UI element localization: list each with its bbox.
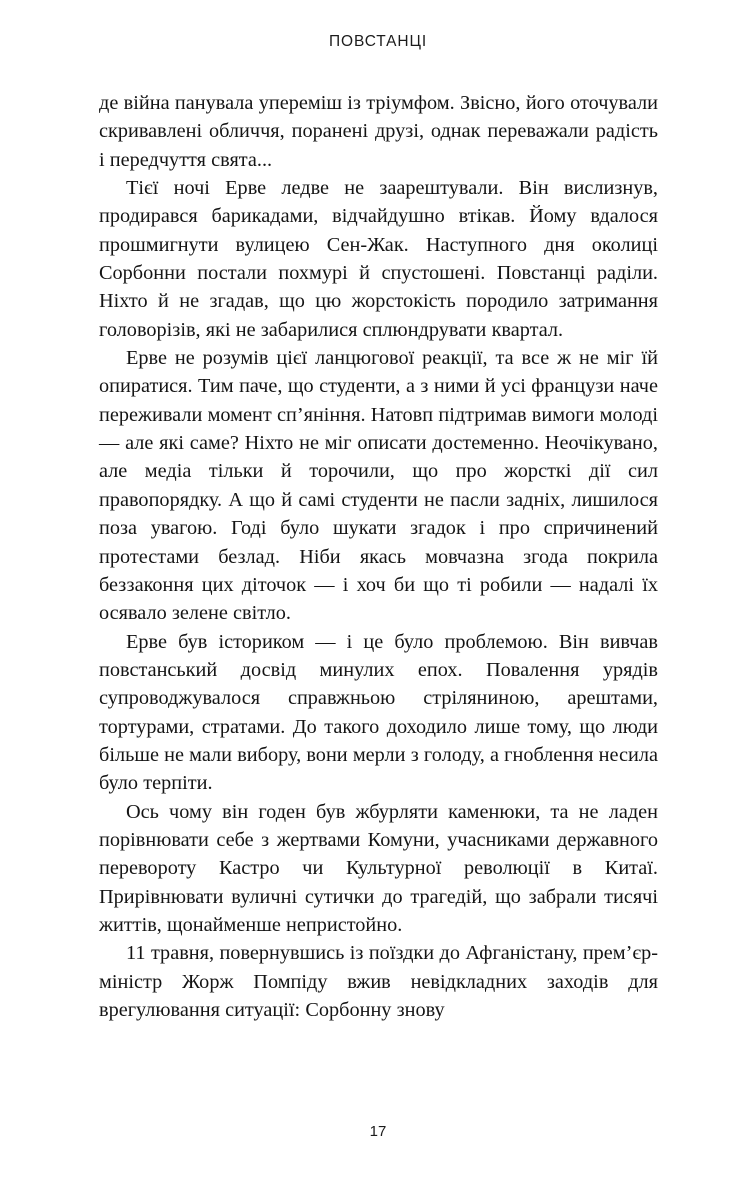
paragraph: 11 травня, повернувшись із поїздки до Афганістану, прем’єр-міністр Жорж Помпіду вжив невідкладних заходів для врегулювання ситуації: Сорбонну знову <box>99 942 658 1021</box>
running-head: ПОВСТАНЦІ <box>328 33 428 50</box>
paragraph: Ерве був істориком — і це було проблемою. Він вивчав повстанський досвід минулих епох. Повалення урядів супроводжувалося справжньою стріляниною, арештами, тортурами, стратами. До такого доходило лише тому, що люди більше не мали вибору, вони мерли з голоду, а гноблення несила було терпіти. <box>99 630 658 795</box>
body-text-block <box>99 89 658 1024</box>
page-number: 17 <box>369 1123 387 1140</box>
paragraph: Ось чому він годен був жбурляти каменюки, та не ладен порівнювати себе з жертвами Комуни, учасниками державного перевороту Кастро чи Культурної революції в Китаї. Прирівнювати вуличні сутички до трагедій, що забрали тисячі життів, щонайменше непристойно. <box>99 800 658 936</box>
paragraph: де війна панувала упереміш із тріумфом. Звісно, його оточували скривавлені обличчя, поранені друзі, однак переважали радість і передчуття свята... <box>99 92 658 171</box>
paragraph: Ерве не розумів цієї ланцюгової реакції, та все ж не міг їй опиратися. Тим паче, що студенти, а з ними й усі французи наче переживали момент сп’яніння. Натовп підтримав вимоги молоді — але які саме? Ніхто не міг описати достеменно. Неочікувано, але медіа тільки й торочили, що про жорсткі дії сил правопорядку. А що й самі студенти не пасли задніх, лишилося поза увагою. Годі було шукати згадок і про спричинений протестами безлад. Ніби якась мовчазна згода покрила беззаконня цих діточок — і хоч би що ті робили — надалі їх осявало зелене світло. <box>99 347 658 625</box>
paragraph: Тієї ночі Ерве ледве не заарештували. Він вислизнув, продирався барикадами, відчайдушно втікав. Йому вдалося прошмигнути вулицею Сен-Жак. Наступного дня околиці Сорбонни постали похмурі й спустошені. Повстанці раділи. Ніхто й не згадав, що цю жорстокість породило затримання головорізів, які не забарилися сплюндрувати квартал. <box>99 177 658 341</box>
